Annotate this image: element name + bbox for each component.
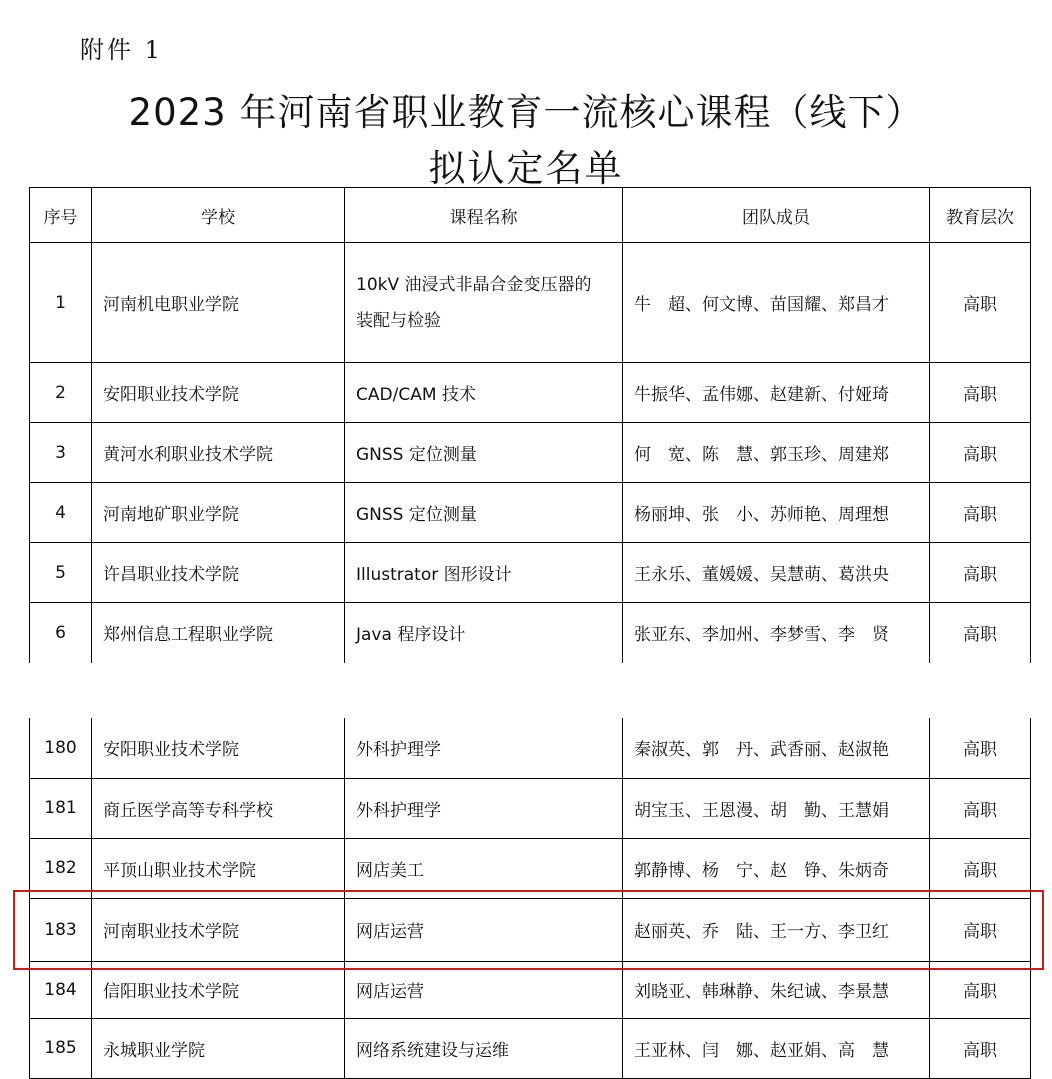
cell-team: 胡宝玉、王恩漫、胡 勤、王慧娟 (623, 778, 930, 838)
cell-team: 牛振华、孟伟娜、赵建新、付娅琦 (623, 363, 930, 423)
cell-level: 高职 (930, 898, 1031, 961)
table-row (30, 718, 1031, 778)
cell-level: 高职 (930, 483, 1031, 543)
cell-level: 高职 (930, 778, 1031, 838)
cell-level: 高职 (930, 961, 1031, 1018)
cell-level: 高职 (930, 603, 1031, 663)
cell-course: 网店运营 (345, 961, 623, 1018)
table-row (30, 961, 1031, 1018)
cell-course-line1: 10kV 油浸式非晶合金变压器的 (356, 274, 592, 295)
cell-team: 刘晓亚、韩琳静、朱纪诚、李景慧 (623, 961, 930, 1018)
header-level: 教育层次 (930, 188, 1031, 243)
cell-level: 高职 (930, 243, 1031, 363)
cell-school: 河南职业技术学院 (92, 898, 345, 961)
cell-seq: 181 (30, 778, 92, 838)
table-row-highlighted (30, 898, 1031, 961)
cell-course: GNSS 定位测量 (345, 483, 623, 543)
cell-course: CAD/CAM 技术 (345, 363, 623, 423)
table-header-row (30, 188, 1031, 243)
table-row (30, 483, 1031, 543)
cell-school: 安阳职业技术学院 (92, 718, 345, 778)
header-team: 团队成员 (623, 188, 930, 243)
cell-school: 永城职业学院 (92, 1018, 345, 1078)
cell-level: 高职 (930, 838, 1031, 898)
cell-course: 网络系统建设与运维 (345, 1018, 623, 1078)
table-row (30, 838, 1031, 898)
cell-course: 网店美工 (345, 838, 623, 898)
cell-team: 郭静博、杨 宁、赵 铮、朱炳奇 (623, 838, 930, 898)
course-table-bottom (29, 718, 1031, 1079)
cell-seq: 4 (30, 483, 92, 543)
cell-team: 王永乐、董媛媛、吴慧萌、葛洪央 (623, 543, 930, 603)
cell-level: 高职 (930, 718, 1031, 778)
cell-team: 王亚林、闫 娜、赵亚娟、高 慧 (623, 1018, 930, 1078)
cell-school: 河南机电职业学院 (92, 243, 345, 363)
cell-school: 许昌职业技术学院 (92, 543, 345, 603)
cell-team: 张亚东、李加州、李梦雪、李 贤 (623, 603, 930, 663)
cell-seq: 182 (30, 838, 92, 898)
table-row (30, 423, 1031, 483)
cell-school: 河南地矿职业学院 (92, 483, 345, 543)
cell-course: Java 程序设计 (345, 603, 623, 663)
cell-course: 外科护理学 (345, 718, 623, 778)
cell-seq: 180 (30, 718, 92, 778)
table-row (30, 603, 1031, 663)
cell-team: 赵丽英、乔 陆、王一方、李卫红 (623, 898, 930, 961)
header-course: 课程名称 (345, 188, 623, 243)
course-table-top (29, 187, 1031, 663)
cell-seq: 2 (30, 363, 92, 423)
cell-school: 郑州信息工程职业学院 (92, 603, 345, 663)
cell-team: 牛 超、何文博、苗国耀、郑昌才 (623, 243, 930, 363)
cell-seq: 184 (30, 961, 92, 1018)
table-row (30, 1018, 1031, 1078)
cell-course: 网店运营 (345, 898, 623, 961)
cell-course-line2: 装配与检验 (356, 310, 441, 331)
cell-school: 商丘医学高等专科学校 (92, 778, 345, 838)
cell-seq: 6 (30, 603, 92, 663)
table-row (30, 243, 1031, 363)
cell-seq: 5 (30, 543, 92, 603)
cell-team: 秦淑英、郭 丹、武香丽、赵淑艳 (623, 718, 930, 778)
header-school: 学校 (92, 188, 345, 243)
header-seq: 序号 (30, 188, 92, 243)
cell-course: Illustrator 图形设计 (345, 543, 623, 603)
cell-seq: 1 (30, 243, 92, 363)
cell-level: 高职 (930, 1018, 1031, 1078)
document-subtitle: 拟认定名单 (428, 147, 624, 190)
cell-school: 黄河水利职业技术学院 (92, 423, 345, 483)
cell-school: 平顶山职业技术学院 (92, 838, 345, 898)
cell-course (345, 243, 623, 363)
cell-team: 杨丽坤、张 小、苏师艳、周理想 (623, 483, 930, 543)
cell-seq: 183 (30, 898, 92, 961)
cell-course: 外科护理学 (345, 778, 623, 838)
cell-school: 安阳职业技术学院 (92, 363, 345, 423)
cell-level: 高职 (930, 543, 1031, 603)
table-row (30, 363, 1031, 423)
table-row (30, 543, 1031, 603)
cell-level: 高职 (930, 423, 1031, 483)
cell-team: 何 宽、陈 慧、郭玉珍、周建郑 (623, 423, 930, 483)
cell-level: 高职 (930, 363, 1031, 423)
cell-seq: 185 (30, 1018, 92, 1078)
cell-school: 信阳职业技术学院 (92, 961, 345, 1018)
attachment-label: 附件 1 (80, 36, 163, 64)
table-row (30, 778, 1031, 838)
cell-seq: 3 (30, 423, 92, 483)
document-title: 2023 年河南省职业教育一流核心课程（线下） (128, 91, 924, 134)
cell-course: GNSS 定位测量 (345, 423, 623, 483)
